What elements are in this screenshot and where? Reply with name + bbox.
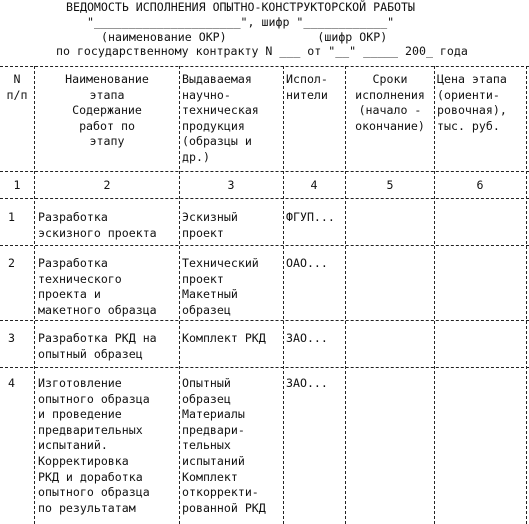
row-number: 1 xyxy=(8,210,15,224)
row-number: 2 xyxy=(8,256,15,270)
row-number: 3 xyxy=(8,331,15,345)
column-divider-6 xyxy=(526,66,527,524)
document-title: ВЕДОМОСТЬ ИСПОЛНЕНИЯ ОПЫТНО-КОНСТРУКТОРСКОЙ РАБОТЫ xyxy=(66,0,416,14)
header-product: Выдаваемая научно- техническая продукция (образцы и др.) xyxy=(182,72,259,164)
product-cell: Эскизный проект xyxy=(182,210,238,240)
contract-reference-line: по государственному контракту N ___ от "__" _____ 200_ года xyxy=(56,44,468,58)
executor-cell: ЗАО... xyxy=(286,331,328,345)
row-2-bottom-border xyxy=(0,320,529,321)
column-divider-1 xyxy=(34,66,35,524)
product-cell: Опытный образец Материалы предвари- тельных испытаний Комплект откорректи- рованной РКД xyxy=(182,376,266,515)
header-executors: Испол- нители xyxy=(286,72,328,102)
stage-content: Разработка РКД на опытный образец xyxy=(38,331,157,361)
header-price: Цена этапа (ориенти- ровочная), тыс. руб. xyxy=(437,72,507,133)
column-numbers-bottom-border xyxy=(0,198,529,199)
column-number: 5 xyxy=(386,178,394,192)
column-divider-3 xyxy=(283,66,284,524)
header-dates: Сроки исполнения (начало - окончание) xyxy=(355,72,425,133)
column-number: 1 xyxy=(13,178,21,192)
header-bottom-border xyxy=(0,171,529,172)
stage-content: Изготовление опытного образца и проведение предварительных испытаний. Корректировка РКД и доработка опытного образца по результатам xyxy=(38,376,150,515)
row-1-bottom-border xyxy=(0,245,529,246)
table-top-border xyxy=(0,66,529,67)
column-divider-4 xyxy=(345,66,346,524)
header-number: N п/п xyxy=(6,72,28,102)
executor-cell: ОАО... xyxy=(286,256,328,270)
executor-cell: ФГУП... xyxy=(286,210,335,224)
column-number: 6 xyxy=(476,178,484,192)
header-stage: Наименование этапа Содержание работ по этапу xyxy=(65,72,149,149)
column-divider-2 xyxy=(179,66,180,524)
product-cell: Технический проект Макетный образец xyxy=(182,256,259,317)
product-cell: Комплект РКД xyxy=(182,331,266,345)
row-number: 4 xyxy=(8,376,15,390)
column-number: 3 xyxy=(227,178,235,192)
okr-field-captions: (наименование ОКР) (шифр ОКР) xyxy=(101,30,388,44)
okr-name-and-code-line: "_____________________", шифр "____________" xyxy=(87,15,395,29)
stage-content: Разработка эскизного проекта xyxy=(38,210,157,240)
executor-cell: ЗАО... xyxy=(286,376,328,390)
column-divider-5 xyxy=(434,66,435,524)
column-number: 4 xyxy=(310,178,318,192)
row-3-bottom-border xyxy=(0,367,529,368)
stage-content: Разработка технического проекта и макетного образца xyxy=(38,256,157,317)
column-number: 2 xyxy=(103,178,111,192)
